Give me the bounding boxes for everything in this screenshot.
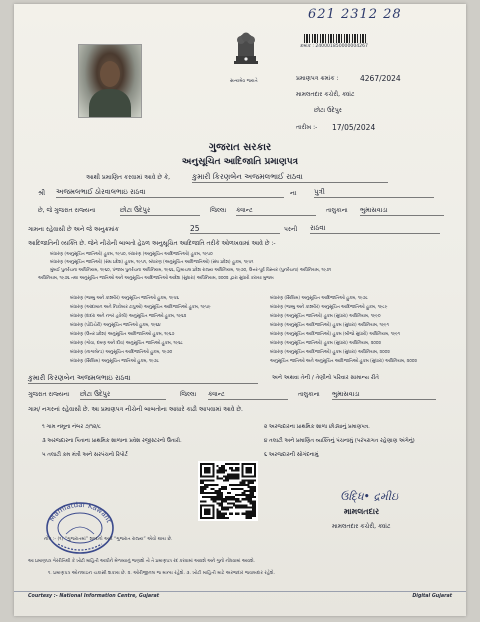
order-left: બંધારણ (આંદામાન અને નિકોબાર ટાપુઓ) અનુસૂચિત આદિજાતિઓ હુકમ, ૧૯૫૯ bbox=[70, 305, 211, 310]
applicant-photo bbox=[78, 44, 142, 118]
government-title: ગુજરાત સરકાર bbox=[208, 142, 272, 153]
state-text-2: ગુજરાત રાજ્યના bbox=[28, 391, 70, 398]
cert-no: 4267/2024 bbox=[360, 74, 401, 83]
district-label-2: જિલ્લા bbox=[180, 391, 197, 398]
order-right: બંધારણ (જમ્મુ અને કાશ્મીર) અનુસૂચિત આદિજાતિઓ હુકમ, ૧૯૮૯ bbox=[270, 305, 388, 310]
basis-item: ૪ તલાટી અને પ્રમાણિત વ્યક્તિનું પંચનામું (પરંપરાગત રહેણાણ અંગેનું) bbox=[264, 438, 415, 444]
order-line: બંધારણ (અનુસૂચિત જાતિઓ) (સંઘ પ્રદેશ) હુકમ, ૧૯૫૧, બંધારણ (અનુસૂચિત આદિજાતિઓ) (સંઘ પ્રદેશ) હુકમ, ૧૯૫૧ bbox=[50, 260, 254, 265]
tribe-name: રાઠવા bbox=[310, 224, 440, 234]
state-text: છે, જે ગુજરાત રાજ્યના bbox=[38, 207, 96, 214]
basis-item: ૧ ગામ નમૂના નંબર ૭/૧૨/૮ bbox=[42, 424, 101, 430]
order-line: બંધારણ (અનુસૂચિત જાતિઓ) હુકમ, ૧૯૫૦, બંધારણ (અનુસૂચિત આદિજાતિઓ) હુકમ, ૧૯૫૦ bbox=[50, 252, 213, 257]
signatory-title: મામલતદાર bbox=[344, 507, 380, 516]
signatory-office: મામલતદાર કચેરી, ક્વાંટ bbox=[332, 523, 391, 530]
note-line: આ પ્રમાણપત્ર ગેરરીતિથી કે ખોટી માહિતી આપીને મેળવ્યાનું જણાશે તો તે પ્રમાણપત્ર રદ કરવામાં આવશે અને ગુનો નોંધવામાં આવશે. bbox=[28, 559, 255, 564]
order-line: મુંબઈ પુનર્રચના અધિનિયમ, ૧૯૬૦, પંજાબ પુનર્રચના અધિનિયમ, ૧૯૬૬, હિમાચલ પ્રદેશ રાજ્ય અધિનિયમ, ૧૯૭૦, ઉત્તર-પૂર્વ વિસ્તાર (પુનર્રચના) અધિનિયમ, ૧૯૭૧ bbox=[50, 268, 332, 273]
qr-code bbox=[198, 461, 258, 521]
person-name-repeat: કુમારી કિરણબેન અજમલભાઇ રાઠવા bbox=[28, 374, 258, 384]
family-text: અને અથવા તેની / તેણીનો પરિવાર સામાન્ય રીતે bbox=[272, 375, 380, 381]
cert-no-label: પ્રમાણપત્ર ક્રમાંક : bbox=[296, 75, 339, 82]
handwritten-reference: 621 2312 28 bbox=[308, 7, 402, 22]
footer bbox=[14, 591, 466, 603]
taluka-2: ભુમાસવાડા bbox=[332, 390, 436, 400]
tribe-prefix: પરની bbox=[284, 226, 298, 233]
order-right: બંધારણ (અનુસૂચિત આદિજાતિઓ) હુકમ (સુધારા) અધિનિયમ, ૧૯૯૧ bbox=[270, 323, 389, 328]
father-prefix: શ્રી bbox=[38, 189, 46, 197]
district-2: ક્વાન્ટ bbox=[208, 390, 288, 400]
order-left: બંધારણ (પોંડિચેરી) અનુસૂચિત જાતિઓ હુકમ, ૧૯૬૪ bbox=[70, 323, 161, 328]
village-2: છોટા ઉદેપુર bbox=[80, 390, 166, 400]
basis-item: ૩ અરજદારના પિતાના પ્રાથમિક શાળાના પ્રવેશ રજીસ્ટરનો ઉતારો. bbox=[42, 438, 182, 444]
serial-number: 25 bbox=[190, 224, 280, 234]
order-left: બંધારણ (નાગાલેન્ડ) અનુસૂચિત આદિજાતિઓ હુકમ, ૧૯૭૦ bbox=[70, 350, 173, 355]
signature: ઉદ્ધિ• દ્રમીઇ bbox=[340, 490, 399, 503]
relation: પુત્રી bbox=[314, 188, 434, 198]
order-left: બંધારણ (દાદરા અને નગર હવેલી) અનુસૂચિત જાતિઓ હુકમ, ૧૯૬૨ bbox=[70, 314, 187, 319]
order-line: અધિનિયમ, ૧૯૭૬ તથા અનુસૂચિત જાતિઓ અને અનુસૂચિત આદિજાતિઓ આદેશ (સુધારા) અધિનિયમ, ૨૦૦૨ દ્વારા સુધારો કરાયા મુજબ bbox=[38, 276, 274, 281]
person-name: કુમારી કિરણબેન અજમલભાઈ રાઠવા bbox=[192, 172, 388, 183]
state-emblem-icon bbox=[226, 26, 266, 78]
district: ક્વાન્ટ bbox=[236, 206, 316, 216]
order-right: અનુસૂચિત જાતિઓ અને અનુસૂચિત આદિજાતિઓ હુકમ (સુધારા) અધિનિયમ, ૨૦૦૨ bbox=[270, 359, 417, 364]
barcode bbox=[304, 34, 368, 43]
issuing-office: મામલતદાર કચેરી, ક્વાંટ bbox=[296, 91, 355, 98]
note-line: નોંધ :- (૧) “ગુજરાતમાં” શબ્દનો અર્થ “ગુજરાત રાજ્ય” એવો થાય છે. bbox=[44, 537, 173, 542]
village: છોટા ઉદેપુર bbox=[120, 206, 200, 216]
official-seal-icon bbox=[44, 500, 116, 556]
certificate-title: અનુસૂચિત આદિજાતિ પ્રમાણપત્ર bbox=[181, 157, 299, 167]
schedule-text: ગામના રહેવાસી છે અને જે અનુક્રમાંક bbox=[28, 226, 119, 233]
certificate-paper bbox=[14, 4, 466, 616]
footer-courtesy: Courtesy :- National Information Centre, Gujarat bbox=[28, 594, 160, 599]
issuing-district: છોટા ઉદેપુર bbox=[314, 107, 342, 114]
order-left: બંધારણ (ગોવા, દમણ અને દીવ) અનુસૂચિત જાતિઓ હુકમ, ૧૯૬૮ bbox=[70, 341, 183, 346]
order-right: બંધારણ (અનુસૂચિત આદિજાતિઓ) હુકમ (સુધારા) અધિનિયમ, ૨૦૦૨ bbox=[270, 350, 390, 355]
father-name: અજમલભાઈ ઠોરવાલભાઇ રાઠવા bbox=[56, 188, 284, 198]
footer-brand: Digital Gujarat bbox=[412, 594, 452, 599]
basis-item: ૨ અરજદારના પ્રાથમિક શાળા છોડ્યાનું પ્રમાણપત્ર. bbox=[264, 424, 370, 430]
taluka: ભુમાસવાડા bbox=[360, 206, 444, 216]
tribe-sentence: આદિજાતિની વ્યક્તિ છે. જેને નીચેની બાબતો હેઠળ અનુસૂચિત આદિજાતિ તરીકે ઓળખવામાં આવે છે :- bbox=[28, 240, 276, 247]
order-left: બંધારણ (ઉત્તર પ્રદેશ) અનુસૂચિત આદિજાતિઓ હુકમ, ૧૯૬૭ bbox=[70, 332, 175, 337]
basis-item: ૫ તલાટી કમ મંત્રી અને સરપંચનો રિપોર્ટ bbox=[42, 452, 128, 458]
seal-text: Mamlatdar Kawant bbox=[47, 500, 113, 524]
order-left: બંધારણ (જમ્મુ અને કાશ્મીર) અનુસૂચિત જાતિઓ હુકમ, ૧૯૫૬ bbox=[70, 296, 179, 301]
taluka-label: તાલુકાના bbox=[326, 207, 348, 214]
issue-date: 17/05/2024 bbox=[332, 123, 376, 132]
certify-text: આથી પ્રમાણિત કરવામાં આવે છે કે, bbox=[86, 174, 171, 181]
order-right: બંધારણ (અનુસૂચિત આદિજાતિઓ) હુકમ (બીજો સુધારો) અધિનિયમ, ૧૯૯૧ bbox=[270, 332, 401, 337]
taluka-label-2: તાલુકાના bbox=[298, 391, 320, 398]
resident-text: ગામ/ નગરનાં રહેવાસી છે. આ પ્રમાણપત્ર નીચેની બાબતોના આધારે કાઢી આપવામાં આવે છે. bbox=[28, 406, 243, 413]
order-right: બંધારણ (અનુસૂચિત જાતિઓ) હુકમ (સુધારા) અધિનિયમ, ૨૦૦૨ bbox=[270, 341, 381, 346]
district-label: જિલ્લા bbox=[210, 207, 227, 214]
order-right: બંધારણ (અનુસૂચિત જાતિઓ) હુકમ (સુધારા) અધિનિયમ, ૧૯૯૦ bbox=[270, 314, 381, 319]
order-left: બંધારણ (સિક્કિમ) અનુસૂચિત જાતિઓ હુકમ, ૧૯૭૮ bbox=[70, 359, 160, 364]
basis-item: ૬ અરજદારની સોગંદનામું bbox=[264, 452, 319, 458]
note-line: ૧. પ્રમાણપત્ર ઓનલાઇન ચકાસી શકાય છે. ૨. ઓરીજીનલ જ માન્ય રહેશે. ૩. ખોટી માહિતી માટે અરજદાર જવાબદાર રહેશે. bbox=[48, 571, 276, 576]
relation-word: ના bbox=[290, 189, 297, 197]
date-label: તારીખ :- bbox=[296, 124, 318, 131]
barcode-text: ક્રમાંક : 240001850000004267 bbox=[300, 44, 368, 49]
order-right: બંધારણ (સિક્કિમ) અનુસૂચિત આદિજાતિઓ હુકમ, ૧૯૭૮ bbox=[270, 296, 368, 301]
emblem-caption: સત્યમેવ જયતે bbox=[230, 79, 258, 84]
